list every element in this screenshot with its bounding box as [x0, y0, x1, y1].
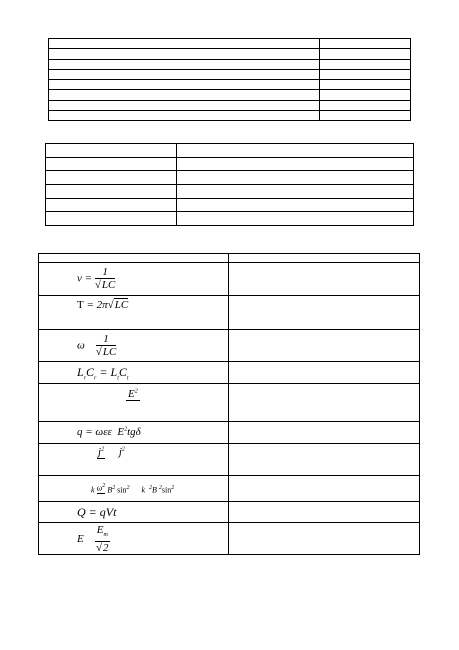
formula-resonance: $L_rC_r = L_tC_t$: [39, 362, 229, 384]
formula-effective-field: E $\frac{E_m}{√2}$: [39, 523, 229, 555]
formula-angular-frequency: ω $\frac{1}{√LC}$: [39, 330, 229, 362]
table-row: [46, 185, 414, 199]
formula-heat: Q = qVt: [39, 502, 229, 523]
table-row: [49, 80, 411, 90]
formula-row: [39, 444, 420, 476]
top-table: [48, 38, 411, 121]
table-row: [49, 111, 411, 121]
table-row: [46, 157, 414, 171]
table-header-row: [39, 254, 420, 263]
formula-row: [39, 502, 420, 523]
table-row: [46, 198, 414, 212]
table-row: [49, 90, 411, 100]
table-row: [49, 39, 411, 49]
formula-e-squared: $E^2$: [39, 384, 229, 422]
table-row: [49, 69, 411, 79]
middle-table: [45, 143, 414, 226]
formula-row: [39, 362, 420, 384]
formula-row: [39, 384, 420, 422]
formula-row: [39, 330, 420, 362]
formula-row: [39, 476, 420, 502]
formula-period: T = 2π√LC: [39, 296, 229, 330]
table-row: [46, 212, 414, 226]
formula-dielectric-loss: q = ωεε $E^2tg\delta$: [39, 422, 229, 444]
formula-row: [39, 523, 420, 555]
table-row: [49, 100, 411, 110]
table-row: [46, 144, 414, 158]
formula-induction-heating: k $\omega^2$ $B^2$ $\sin^2$ k $^2$B $^2\sin^2$: [39, 476, 229, 502]
table-row: [49, 49, 411, 59]
formula-row: [39, 263, 420, 296]
formula-row: [39, 422, 420, 444]
formula-frequency: ν = $\frac{1}{√LC}$: [39, 263, 229, 296]
formula-table: [38, 253, 420, 555]
formula-row: [39, 296, 420, 330]
formula-current-density: $j^2$ $j^2$: [39, 444, 229, 476]
table-row: [49, 59, 411, 69]
table-row: [46, 171, 414, 185]
